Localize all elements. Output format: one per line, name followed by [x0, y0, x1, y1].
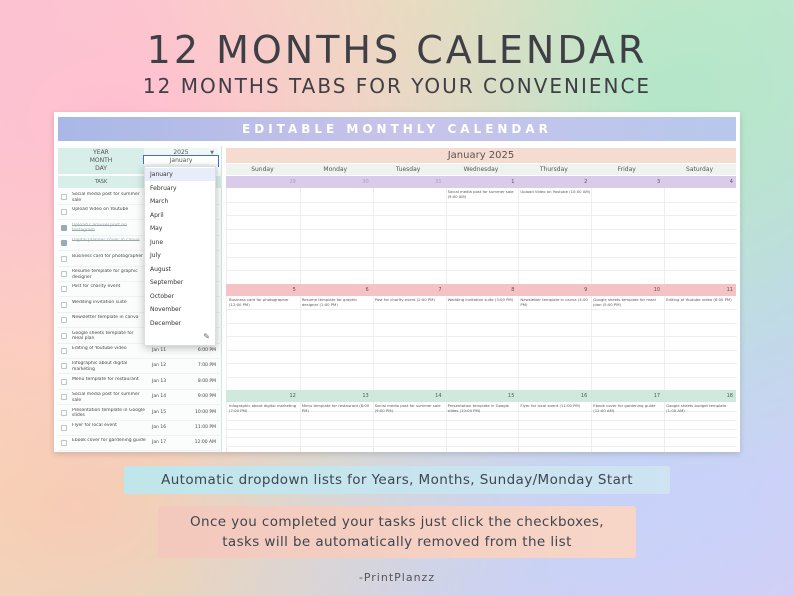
grid-line: [591, 402, 592, 452]
task-name: Wedding invitation suite: [72, 299, 127, 305]
task-time: 9:00 PM: [197, 394, 216, 400]
grid-line: [227, 420, 737, 421]
task-row: [58, 344, 222, 359]
grid-line: [227, 243, 737, 244]
task-checkbox[interactable]: [61, 240, 67, 246]
task-name: Editing of Youtube video: [72, 346, 127, 351]
grid-line: [227, 257, 737, 258]
task-date: Jan 17: [152, 440, 167, 446]
task-checkbox[interactable]: [61, 425, 67, 431]
hero-subtitle: 12 MONTHS TABS FOR YOUR CONVENIENCE: [142, 74, 652, 98]
dropdown-option[interactable]: August: [150, 265, 171, 273]
task-date: Jan 15: [152, 409, 167, 415]
day-number: 9: [584, 287, 588, 293]
task-checkbox[interactable]: [61, 271, 67, 277]
calendar-event[interactable]: Resume template for graphic designer (1:00 PM): [301, 297, 358, 307]
task-checkbox[interactable]: [61, 194, 67, 200]
calendar-event[interactable]: Post for charity event (2:00 PM): [374, 297, 435, 302]
task-checkbox[interactable]: [61, 410, 67, 416]
week-cells[interactable]: [226, 402, 736, 452]
task-checkbox[interactable]: [61, 317, 67, 323]
task-name: Upload Carousel post on Instagram: [72, 222, 128, 234]
task-name: Flyer for local event: [72, 423, 117, 428]
calendar-event[interactable]: Editing of Youtube video (6:00 PM): [666, 297, 732, 302]
calendar-event[interactable]: Upload Video on Youtube (10:00 AM): [520, 189, 591, 194]
grid-line: [227, 323, 737, 324]
task-checkbox[interactable]: [61, 394, 67, 400]
task-time: 7:00 PM: [197, 363, 216, 369]
task-checkbox[interactable]: [61, 286, 67, 292]
task-row: [58, 406, 222, 421]
dropdown-option[interactable]: October: [150, 292, 175, 300]
task-time: 10:00 PM: [195, 409, 216, 415]
task-date: Jan 14: [152, 394, 167, 400]
day-number: 30: [362, 179, 369, 185]
week-band: [226, 390, 736, 402]
task-name: Ebook cover for gardening guide: [72, 438, 146, 444]
grid-line: [300, 402, 301, 452]
month-dropdown[interactable]: [144, 166, 216, 346]
day-number: 11: [726, 287, 733, 293]
task-date: Jan 11: [152, 348, 167, 353]
dropdown-option[interactable]: February: [150, 184, 177, 192]
calendar-event[interactable]: Newsletter template in canva (4:00 PM): [520, 297, 588, 307]
day-header: Thursday: [517, 164, 590, 175]
month-select[interactable]: January: [144, 156, 218, 166]
calendar-event[interactable]: Google sheets budget template (1:00 AM): [666, 403, 727, 413]
pencil-icon[interactable]: ✎: [203, 332, 210, 341]
day-number: 13: [362, 393, 369, 399]
grid-line: [373, 188, 374, 284]
hero-title: 12 MONTHS CALENDAR: [146, 28, 648, 72]
grid-line: [300, 296, 301, 390]
task-date: Jan 12: [152, 363, 167, 369]
calendar-event[interactable]: Wedding invitation suite (3:00 PM): [447, 297, 514, 302]
day-number: 6: [365, 287, 369, 293]
day-number: 1: [511, 179, 515, 185]
calendar-event[interactable]: Social media post for summer sale (9:00 PM): [374, 403, 441, 413]
day-number: 5: [292, 287, 296, 293]
grid-line: [227, 336, 737, 337]
task-name: Digital planner cover in canva: [72, 238, 140, 244]
day-header: Monday: [299, 164, 372, 175]
day-number: 2: [584, 179, 588, 185]
grid-line: [446, 296, 447, 390]
calendar-title: January 2025: [226, 148, 736, 163]
grid-line: [227, 437, 737, 438]
grid-line: [591, 296, 592, 390]
grid-line: [446, 188, 447, 284]
task-name: Social media post for summer sale: [72, 392, 140, 403]
day-number: 12: [289, 393, 296, 399]
calendar-event[interactable]: Flyer for local event (11:00 PM): [520, 403, 581, 408]
feature-banner-dropdowns: Automatic dropdown lists for Years, Months, Sunday/Monday Start: [124, 466, 670, 494]
grid-line: [446, 402, 447, 452]
dropdown-option[interactable]: November: [150, 306, 182, 313]
feature-line-1: Once you completed your tasks just click the checkboxes,: [190, 514, 604, 530]
grid-line: [664, 188, 665, 284]
day-header: Sunday: [226, 164, 299, 175]
day-number: 14: [435, 393, 442, 399]
day-number: 31: [435, 179, 442, 185]
day-number: 18: [726, 393, 733, 399]
task-checkbox[interactable]: [61, 440, 67, 446]
grid-line: [227, 429, 737, 430]
calendar-grid: [226, 146, 736, 452]
task-time: 6:00 PM: [197, 348, 216, 353]
chevron-down-icon: ▼: [210, 150, 214, 156]
day-number: 16: [580, 393, 588, 399]
task-name: Google sheets template for meal plan: [72, 330, 134, 342]
day-number: 8: [511, 287, 515, 293]
calendar-event[interactable]: Ebook cover for gardening guide (12:00 AM): [593, 403, 656, 413]
grid-line: [227, 270, 737, 271]
day-header: Wednesday: [445, 164, 518, 175]
grid-line: [664, 402, 665, 452]
day-number: 7: [438, 287, 442, 293]
task-row: [58, 390, 222, 405]
task-name: Social media post for summer sale: [72, 192, 140, 203]
task-header-label: TASK: [94, 179, 108, 185]
grid-line: [373, 402, 374, 452]
task-time: 12:00 AM: [194, 440, 216, 446]
day-number: 10: [653, 287, 661, 293]
calendar-event[interactable]: Business card for photographer (12:00 PM): [229, 297, 289, 307]
task-row: [58, 421, 222, 436]
task-checkbox[interactable]: [61, 209, 67, 215]
grid-line: [664, 296, 665, 390]
day-header: Friday: [590, 164, 663, 175]
task-row: [58, 359, 222, 374]
dropdown-option[interactable]: April: [150, 211, 164, 219]
day-header: Saturday: [663, 164, 736, 175]
task-time: 8:00 PM: [197, 378, 216, 384]
grid-line: [227, 309, 737, 310]
brand-credit: -PrintPlanzz: [358, 571, 436, 584]
dropdown-option[interactable]: May: [150, 225, 163, 232]
task-name: Presentation template in Google slides: [72, 407, 145, 419]
grid-line: [591, 188, 592, 284]
year-value: 2025: [173, 149, 189, 156]
calendar-event[interactable]: Menu template for restaurant (8:00 PM): [301, 403, 370, 413]
feature-banner-checkboxes: [158, 506, 636, 558]
task-date: Jan 16: [152, 425, 167, 430]
grid-line: [300, 188, 301, 284]
dropdown-option[interactable]: September: [150, 279, 184, 286]
task-name: Upload Video on Youtube: [72, 207, 129, 213]
day-number: 17: [653, 393, 661, 399]
grid-line: [227, 350, 737, 351]
calendar-event[interactable]: Presentation template in Google slides (10:00 PM): [447, 403, 510, 413]
dropdown-option[interactable]: June: [150, 238, 164, 246]
calendar-event[interactable]: Google sheets template for meal plan (5:00 PM): [593, 297, 656, 307]
task-name: Resume template for graphic designer: [72, 269, 138, 280]
day-header: Tuesday: [372, 164, 445, 175]
dropdown-option[interactable]: January: [145, 168, 215, 181]
dropdown-option[interactable]: July: [150, 252, 161, 259]
week-band: [226, 284, 736, 296]
week-band: [226, 176, 736, 188]
task-checkbox[interactable]: [61, 333, 67, 339]
task-time: 11:00 PM: [195, 425, 216, 430]
feature-line-2: tasks will be automatically removed from the list: [222, 534, 572, 550]
week-cells[interactable]: [226, 296, 736, 390]
grid-line: [518, 402, 519, 452]
day-number: 15: [508, 393, 515, 399]
task-checkbox[interactable]: [61, 225, 67, 231]
year-label: YEAR: [58, 148, 144, 158]
task-row: [58, 375, 222, 390]
grid-line: [227, 202, 737, 203]
task-name: Menu template for restaurant: [72, 376, 139, 382]
task-checkbox[interactable]: [61, 363, 67, 369]
day-label: DAY: [58, 164, 144, 174]
sheet-banner: EDITABLE MONTHLY CALENDAR: [58, 117, 736, 141]
task-checkbox[interactable]: [61, 379, 67, 385]
calendar-event[interactable]: Infographic about digital marketing (7:00 PM): [229, 403, 297, 413]
task-checkbox[interactable]: [61, 348, 67, 354]
day-number: 4: [729, 179, 733, 185]
dropdown-option[interactable]: December: [150, 319, 182, 327]
task-name: Newsletter template in canva: [72, 315, 139, 321]
grid-line: [518, 188, 519, 284]
task-checkbox[interactable]: [61, 256, 67, 262]
grid-line: [227, 377, 737, 378]
task-date: Jan 13: [152, 378, 167, 384]
task-name: Post for charity event: [72, 284, 121, 290]
day-number: 29: [289, 179, 296, 185]
dropdown-option[interactable]: March: [150, 198, 169, 205]
task-name: Infographic about digital marketing: [72, 361, 128, 372]
week-cells[interactable]: [226, 188, 736, 284]
calendar-event[interactable]: Social media post for summer sale (9:00 AM): [447, 189, 514, 199]
task-row: [58, 436, 222, 451]
grid-line: [227, 446, 737, 447]
day-number: 3: [656, 179, 661, 185]
task-checkbox[interactable]: [61, 302, 67, 308]
grid-line: [227, 229, 737, 230]
grid-line: [518, 296, 519, 390]
task-name: Business card for photographer: [72, 253, 143, 259]
month-label: MONTH: [58, 156, 144, 166]
grid-line: [227, 363, 737, 364]
grid-line: [227, 215, 737, 216]
grid-line: [373, 296, 374, 390]
